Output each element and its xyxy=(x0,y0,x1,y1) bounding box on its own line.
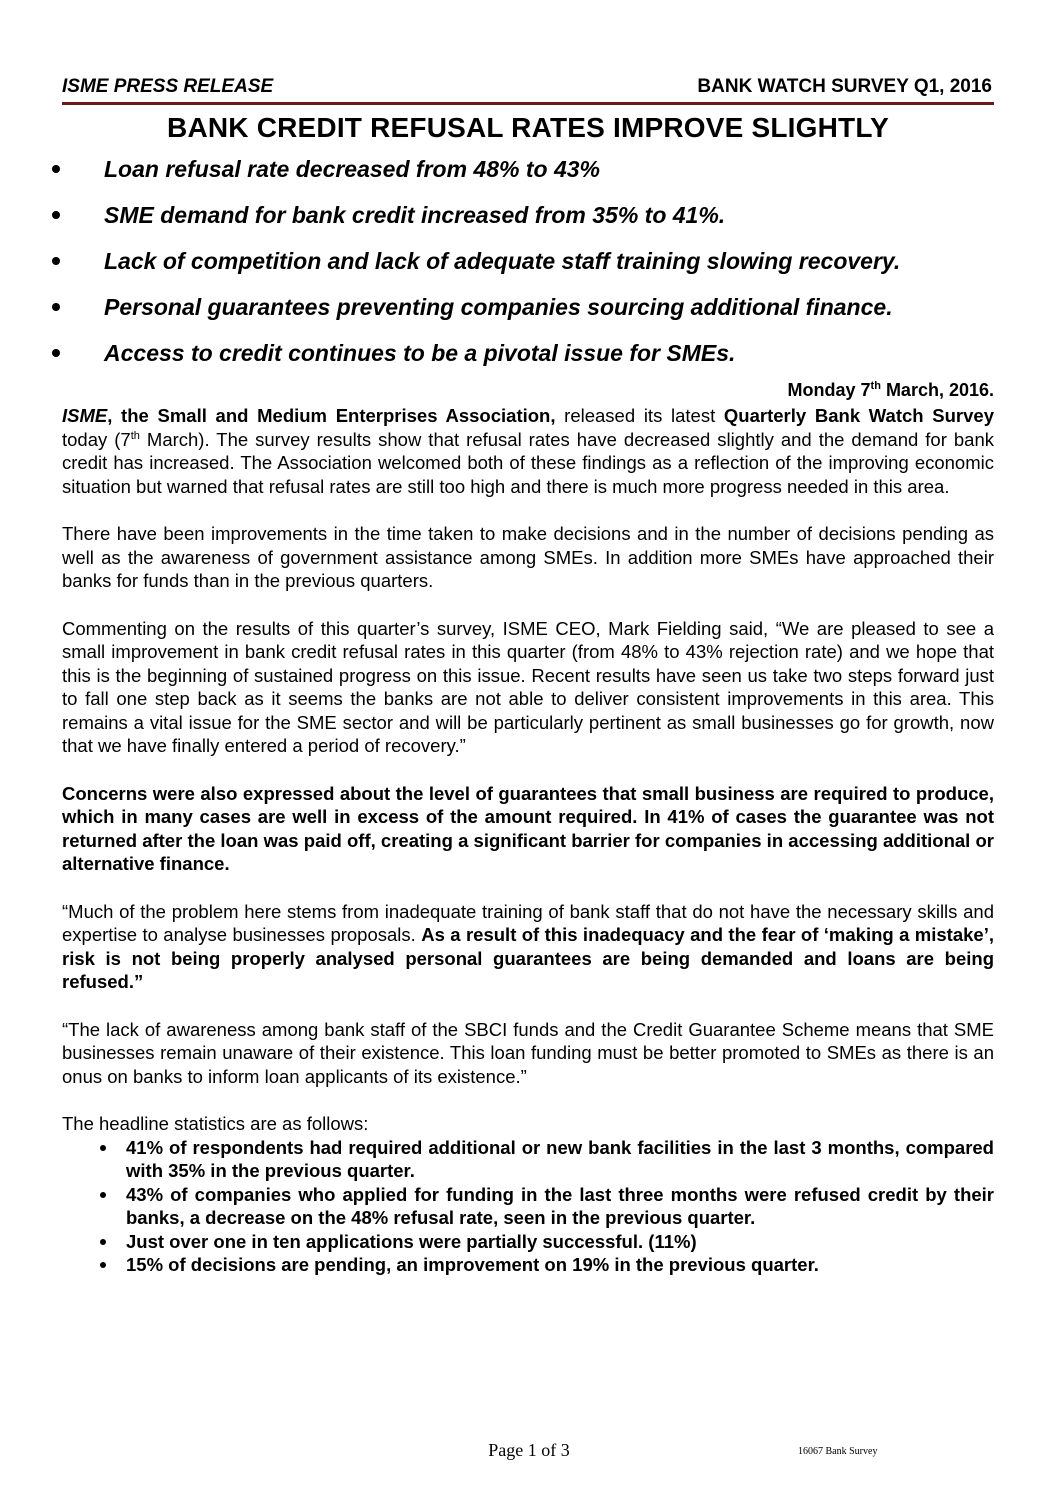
highlight-item xyxy=(40,294,1000,340)
highlight-item xyxy=(40,248,1000,294)
highlight-text: Access to credit continues to be a pivotal issue for SMEs. xyxy=(104,340,736,366)
bullet-icon xyxy=(52,303,60,311)
stat-item: 43% of companies who applied for funding in the last three months were refused credit by their banks, a decrease on the 48% refusal rate, seen in the previous quarter. xyxy=(62,1183,994,1230)
org-acronym: ISME xyxy=(62,405,108,426)
stats-list xyxy=(62,1136,994,1277)
highlight-text: Personal guarantees preventing companies sourcing additional finance. xyxy=(104,294,893,320)
page-number: Page 1 of 3 xyxy=(488,1440,570,1460)
paragraph-ceo-quote: Commenting on the results of this quarter’s survey, ISME CEO, Mark Fielding said, “We are pleased to see a small improvement in bank credit refusal rates in this quarter (from 48% to 43% rejection rate) and we hope that this is the beginning of sustained progress on this issue. Recent results have seen us take two steps forward just to fall one step back as it seems the banks are not able to deliver consistent improvements in this area. This remains a vital issue for the SME sector and will be particularly pertinent as small businesses go for growth, now that we have finally entered a period of recovery.” xyxy=(62,617,994,756)
paragraph-awareness: “The lack of awareness among bank staff of the SBCI funds and the Credit Guarantee Scheme means that SME businesses remain unaware of their existence. This loan funding must be better promoted to SMEs as there is an onus on banks to inform loan applicants of its existence.” xyxy=(62,1018,994,1087)
page-header xyxy=(62,76,992,102)
page-title: BANK CREDIT REFUSAL RATES IMPROVE SLIGHTLY xyxy=(167,112,889,143)
stat-item: 41% of respondents had required additional or new bank facilities in the last 3 months, compared with 35% in the previous quarter. xyxy=(62,1136,994,1183)
highlight-item xyxy=(40,202,1000,248)
highlight-text: Lack of competition and lack of adequate staff training slowing recovery. xyxy=(104,248,901,274)
header-publication: ISME PRESS RELEASE xyxy=(62,76,274,97)
bullet-icon xyxy=(100,1145,106,1151)
paragraph-improvements: There have been improvements in the time taken to make decisions and in the number of decisions pending as well as the awareness of government assistance among SMEs. In addition more SMEs have approached their banks for funds than in the previous quarters. xyxy=(62,523,994,591)
header-survey-name: BANK WATCH SURVEY Q1, 2016 xyxy=(697,76,992,97)
stat-item: Just over one in ten applications were partially successful. (11%) xyxy=(62,1230,994,1254)
survey-name: Quarterly Bank Watch Survey xyxy=(723,405,994,426)
bullet-icon xyxy=(52,257,60,265)
stat-item: 15% of decisions are pending, an improvement on 19% in the previous quarter. xyxy=(62,1253,994,1277)
release-date: Monday 7th March, 2016. xyxy=(787,380,994,400)
paragraph-guarantees: Concerns were also expressed about the level of guarantees that small business are required to produce, which in many cases are well in excess of the amount required. In 41% of cases the guarantee was not returned after the loan was paid off, creating a significant barrier for companies in accessing additional or alternative finance. xyxy=(62,782,994,874)
bullet-icon xyxy=(52,165,60,173)
body-text xyxy=(62,404,994,1277)
bullet-icon xyxy=(100,1239,106,1245)
bullet-icon xyxy=(100,1192,106,1198)
bullet-icon xyxy=(100,1262,106,1268)
paragraph-intro: ISME, the Small and Medium Enterprises Association, released its latest Quarterly Bank Watch Survey today (7th March). The survey results show that refusal rates have decreased slightly and the demand for bank credit has increased. The Association welcomed both of these findings as a reflection of the improving economic situation but warned that refusal rates are still too high and there is much more progress needed in this area. xyxy=(62,405,994,497)
highlight-text: SME demand for bank credit increased from 35% to 41%. xyxy=(104,202,726,228)
bullet-icon xyxy=(52,349,60,357)
highlights-list xyxy=(40,156,1000,386)
highlight-text: Loan refusal rate decreased from 48% to 43% xyxy=(104,156,600,182)
document-reference: 16067 Bank Survey xyxy=(798,1446,878,1457)
highlight-item xyxy=(40,156,1000,202)
header-rule xyxy=(62,102,994,105)
stats-intro: The headline statistics are as follows: xyxy=(62,1113,369,1134)
paragraph-training: “Much of the problem here stems from inadequate training of bank staff that do not have the necessary skills and expertise to analyse businesses proposals. As a result of this inadequacy and the fear of ‘making a mistake’, risk is not being properly analysed personal guarantees are being demanded and loans are being refused.” xyxy=(62,900,994,992)
org-full-name: , the Small and Medium Enterprises Association, xyxy=(107,405,556,426)
bullet-icon xyxy=(52,211,60,219)
